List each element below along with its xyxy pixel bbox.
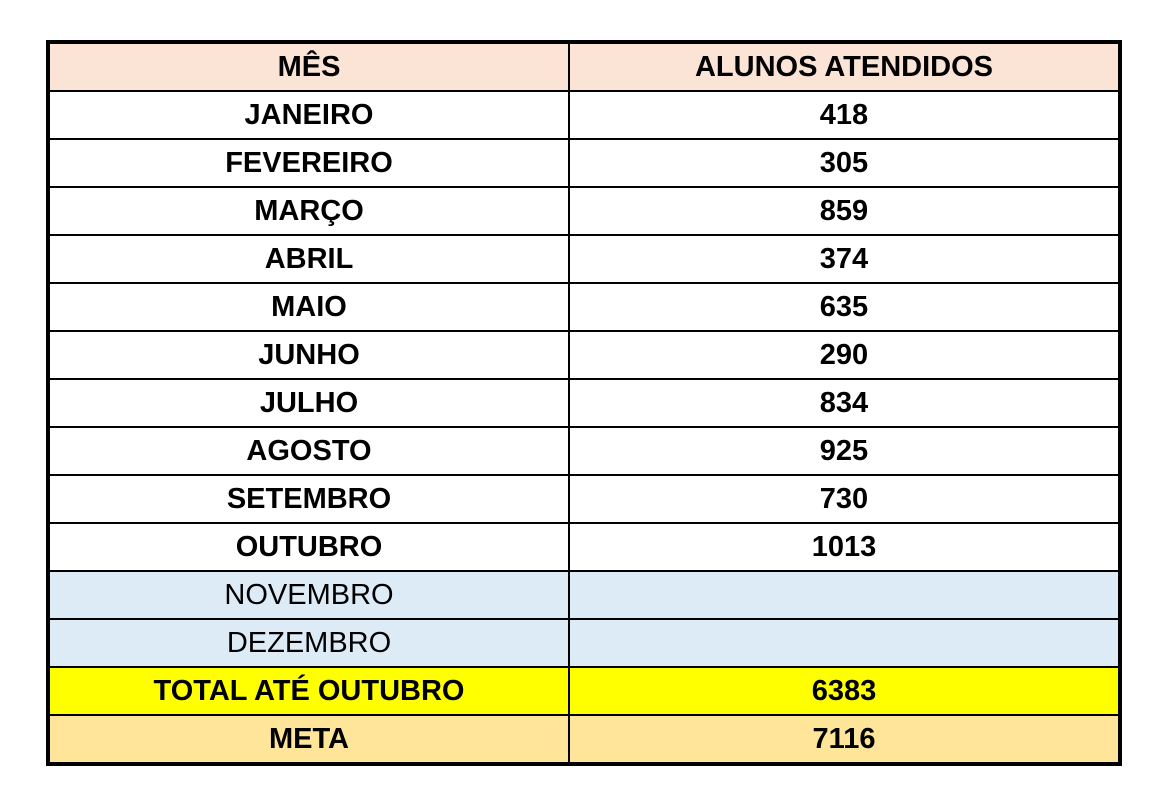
students-cell: 374 <box>569 235 1120 283</box>
month-cell: JANEIRO <box>48 91 569 139</box>
students-cell: 859 <box>569 187 1120 235</box>
students-cell: 1013 <box>569 523 1120 571</box>
table-row <box>48 235 1120 283</box>
month-cell: DEZEMBRO <box>48 619 569 667</box>
table-row <box>48 91 1120 139</box>
goal-value: 7116 <box>569 715 1120 764</box>
table-row <box>48 379 1120 427</box>
total-row <box>48 667 1120 715</box>
students-cell: 305 <box>569 139 1120 187</box>
students-cell <box>569 619 1120 667</box>
month-cell: OUTUBRO <box>48 523 569 571</box>
table-row <box>48 523 1120 571</box>
month-cell: NOVEMBRO <box>48 571 569 619</box>
table-row <box>48 139 1120 187</box>
students-cell: 635 <box>569 283 1120 331</box>
total-label: TOTAL ATÉ OUTUBRO <box>48 667 569 715</box>
pending-row <box>48 571 1120 619</box>
month-cell: SETEMBRO <box>48 475 569 523</box>
table-row <box>48 475 1120 523</box>
month-cell: ABRIL <box>48 235 569 283</box>
table-row <box>48 331 1120 379</box>
month-cell: AGOSTO <box>48 427 569 475</box>
goal-label: META <box>48 715 569 764</box>
table-row <box>48 187 1120 235</box>
month-column-header: MÊS <box>48 42 569 91</box>
students-cell: 418 <box>569 91 1120 139</box>
students-per-month-table <box>46 40 1122 766</box>
students-cell <box>569 571 1120 619</box>
table-row <box>48 427 1120 475</box>
pending-row <box>48 619 1120 667</box>
students-cell: 290 <box>569 331 1120 379</box>
students-table-sheet <box>46 40 1118 766</box>
month-cell: MAIO <box>48 283 569 331</box>
students-column-header: ALUNOS ATENDIDOS <box>569 42 1120 91</box>
total-value: 6383 <box>569 667 1120 715</box>
month-cell: JUNHO <box>48 331 569 379</box>
table-row <box>48 283 1120 331</box>
table-header-row <box>48 42 1120 91</box>
students-cell: 834 <box>569 379 1120 427</box>
students-cell: 730 <box>569 475 1120 523</box>
month-cell: JULHO <box>48 379 569 427</box>
students-cell: 925 <box>569 427 1120 475</box>
goal-row <box>48 715 1120 764</box>
month-cell: FEVEREIRO <box>48 139 569 187</box>
month-cell: MARÇO <box>48 187 569 235</box>
